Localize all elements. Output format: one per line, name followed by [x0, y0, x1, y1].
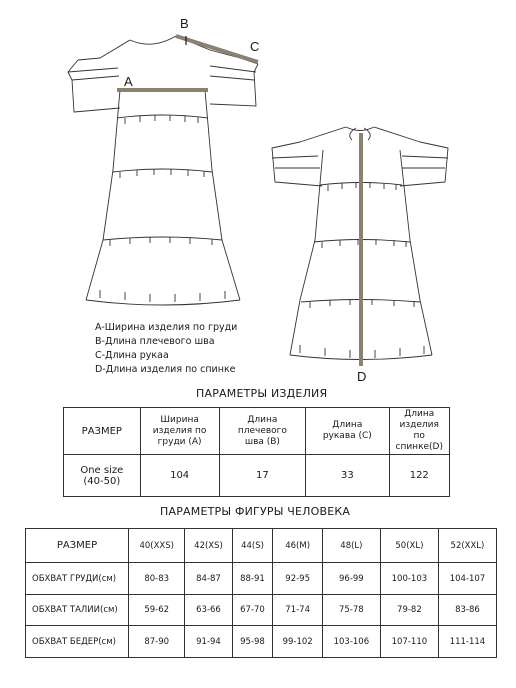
product-header-sleeve: Длина рукава (С) [306, 408, 389, 455]
table-cell: 75-78 [322, 594, 380, 626]
product-row-size: One size (40-50) [64, 455, 141, 497]
legend-item-a: A-Ширина изделия по груди [95, 322, 238, 333]
table-cell: 104-107 [438, 563, 496, 595]
product-header-back-length: Длина изделия по спинке(D) [389, 408, 450, 455]
body-row-hips [26, 626, 497, 658]
body-header-m: 46(M) [273, 529, 322, 563]
table-cell: 59-62 [129, 594, 185, 626]
product-value-sleeve: 33 [306, 455, 389, 497]
table-cell: 92-95 [273, 563, 322, 595]
product-value-shoulder: 17 [219, 455, 306, 497]
measure-line-bc [176, 36, 258, 62]
table-cell: 91-94 [185, 626, 232, 658]
product-header-size: РАЗМЕР [64, 408, 141, 455]
label-a: A [124, 74, 133, 89]
label-c: C [250, 39, 260, 54]
product-header-chest: Ширина изделия по груди (А) [140, 408, 219, 455]
front-view-sketch [68, 36, 258, 305]
body-header-size: РАЗМЕР [26, 529, 129, 563]
table-cell: 103-106 [322, 626, 380, 658]
body-row-chest [26, 563, 497, 595]
table-cell: 84-87 [185, 563, 232, 595]
row-label: ОБХВАТ ТАЛИИ(см) [26, 594, 129, 626]
product-params-title: ПАРАМЕТРЫ ИЗДЕЛИЯ [196, 387, 328, 400]
product-value-chest: 104 [140, 455, 219, 497]
table-cell: 63-66 [185, 594, 232, 626]
table-cell: 95-98 [232, 626, 273, 658]
table-cell: 111-114 [438, 626, 496, 658]
body-params-title: ПАРАМЕТРЫ ФИГУРЫ ЧЕЛОВЕКА [160, 505, 351, 518]
measurement-legend [95, 321, 237, 377]
label-d: D [357, 369, 367, 384]
legend-item-b: B-Длина плечевого шва [95, 336, 215, 347]
row-label: ОБХВАТ БЕДЕР(см) [26, 626, 129, 658]
legend-item-c: C-Длина рукаа [95, 350, 169, 361]
row-label: ОБХВАТ ГРУДИ(см) [26, 563, 129, 595]
table-cell: 80-83 [129, 563, 185, 595]
body-header-xl: 50(XL) [380, 529, 438, 563]
table-cell: 96-99 [322, 563, 380, 595]
product-header-shoulder: Длина плечевого шва (В) [219, 408, 306, 455]
legend-item-d: D-Длина изделия по спинке [95, 364, 236, 375]
table-cell: 100-103 [380, 563, 438, 595]
table-cell: 71-74 [273, 594, 322, 626]
body-params-table [25, 528, 497, 658]
product-value-back-length: 122 [389, 455, 450, 497]
table-cell: 79-82 [380, 594, 438, 626]
body-header-xxs: 40(XXS) [129, 529, 185, 563]
table-cell: 99-102 [273, 626, 322, 658]
body-header-s: 44(S) [232, 529, 273, 563]
body-header-xs: 42(XS) [185, 529, 232, 563]
table-cell: 83-86 [438, 594, 496, 626]
table-cell: 87-90 [129, 626, 185, 658]
table-cell: 88-91 [232, 563, 273, 595]
body-header-l: 48(L) [322, 529, 380, 563]
table-cell: 67-70 [232, 594, 273, 626]
body-header-xxl: 52(XXL) [438, 529, 496, 563]
product-params-table [63, 407, 450, 497]
body-row-waist [26, 594, 497, 626]
label-b: B [180, 16, 189, 31]
table-cell: 107-110 [380, 626, 438, 658]
